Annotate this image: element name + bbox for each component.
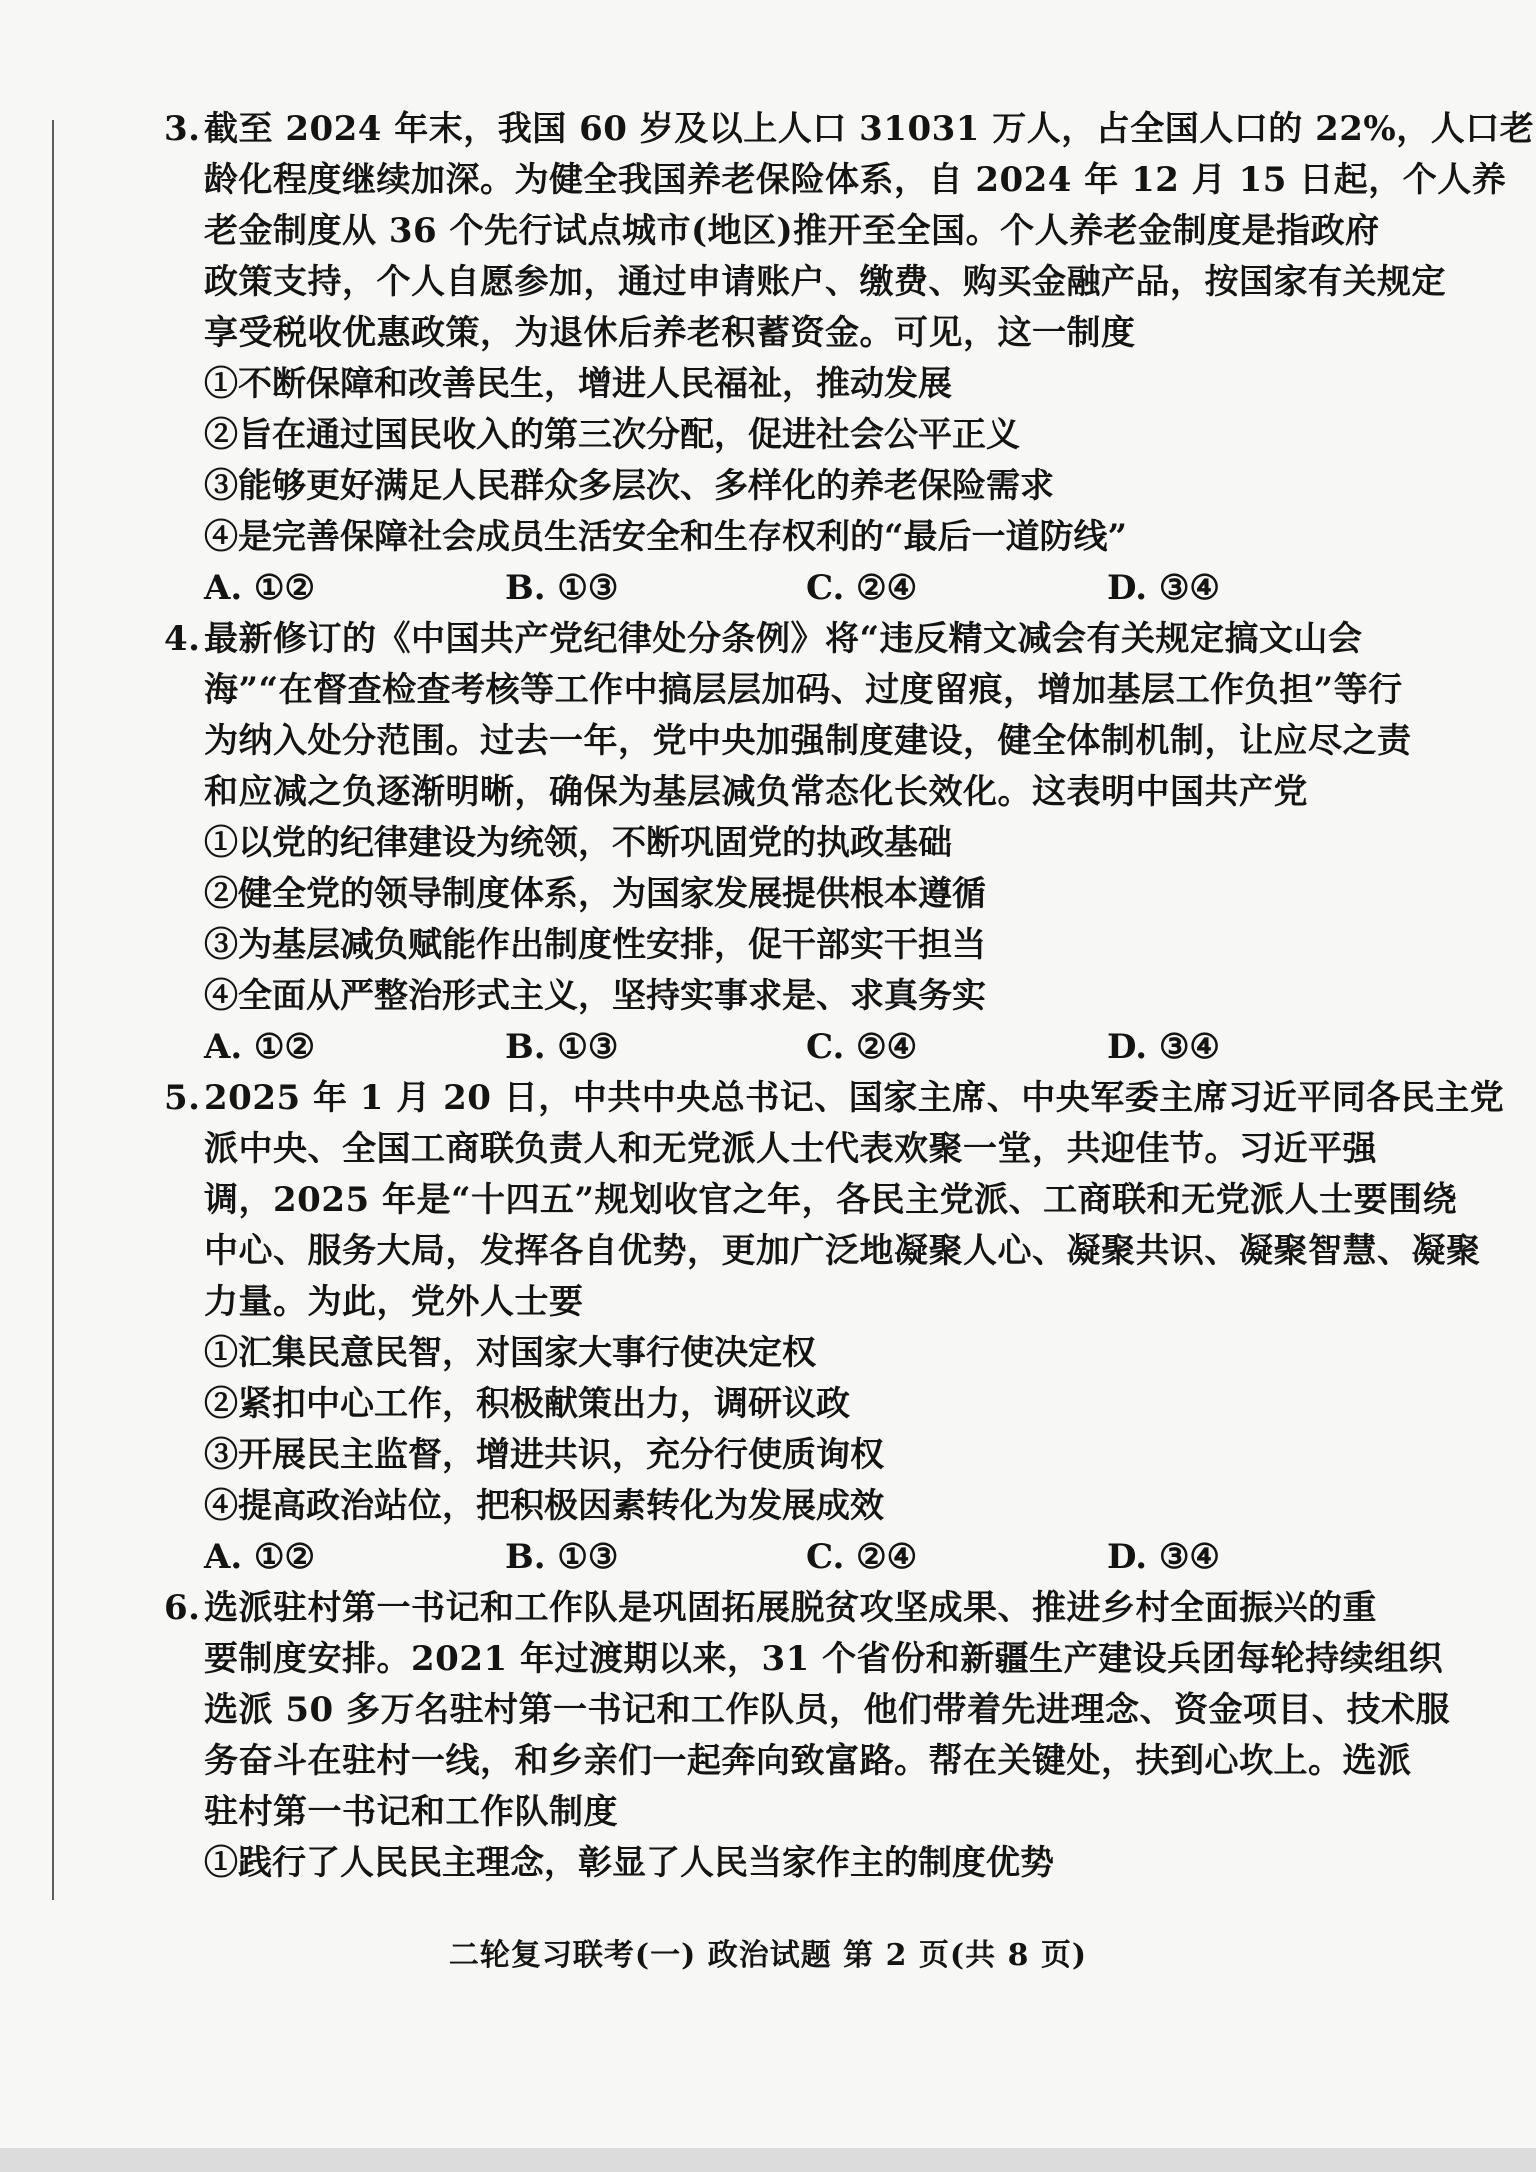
answer-choice: C. ②④: [806, 1027, 918, 1067]
statement-option: ①汇集民意民智，对国家大事行使决定权: [204, 1333, 816, 1373]
answer-choice: A. ①②: [204, 1537, 316, 1577]
question-stem-text: 龄化程度继续加深。为健全我国养老保险体系，自 2024 年 12 月 15 日起，个人养: [204, 160, 1507, 200]
answer-choices: [168, 563, 1408, 614]
question-stem-line: [168, 1736, 1412, 1787]
statement-option: ③开展民主监督，增进共识，充分行使质询权: [204, 1435, 884, 1475]
statement-option: ④提高政治站位，把积极因素转化为发展成效: [204, 1486, 884, 1526]
answer-choices: [168, 1022, 1408, 1073]
statement-option: ①践行了人民民主理念，彰显了人民当家作主的制度优势: [204, 1843, 1054, 1883]
question-stem-text: 务奋斗在驻村一线，和乡亲们一起奔向致富路。帮在关键处，扶到心坎上。选派: [204, 1741, 1412, 1781]
question-stem-text: 享受税收优惠政策，为退休后养老积蓄资金。可见，这一制度: [204, 313, 1136, 353]
answer-choice: A. ①②: [204, 568, 316, 608]
question-stem-line: [168, 308, 1408, 359]
statement-option: ④是完善保障社会成员生活安全和生存权利的“最后一道防线”: [204, 517, 1128, 557]
question-stem-text: 中心、服务大局，发挥各自优势，更加广泛地凝聚人心、凝聚共识、凝聚智慧、凝聚: [204, 1231, 1481, 1271]
question-stem-text: 老金制度从 36 个先行试点城市(地区)推开至全国。个人养老金制度是指政府: [204, 211, 1380, 251]
question-6: [164, 1583, 1450, 1889]
question-stem-line: [168, 1787, 1408, 1838]
answer-choices: [168, 1532, 1408, 1583]
question-stem-text: 海”“在督查检查考核等工作中搞层层加码、过度留痕，增加基层工作负担”等行: [204, 670, 1403, 710]
question-stem-text: 选派驻村第一书记和工作队是巩固拓展脱贫攻坚成果、推进乡村全面振兴的重: [204, 1588, 1377, 1628]
question-4: [164, 614, 1412, 1073]
answer-choice: B. ①③: [505, 568, 619, 608]
answer-choice: B. ①③: [505, 1537, 619, 1577]
statement-option: ③为基层减负赋能作出制度性安排，促干部实干担当: [204, 925, 986, 965]
question-stem-first-line: [164, 1073, 1505, 1124]
statement-option: ②紧扣中心工作，积极献策出力，调研议政: [204, 1384, 850, 1424]
question-stem-first-line: [164, 1583, 1408, 1634]
question-number: 3.: [164, 109, 201, 149]
page-footer: 二轮复习联考(一) 政治试题 第 2 页(共 8 页): [448, 1938, 1088, 1973]
question-stem-text: 最新修订的《中国共产党纪律处分条例》将“违反精文减会有关规定搞文山会: [204, 619, 1363, 659]
question-stem-text: 为纳入处分范围。过去一年，党中央加强制度建设，健全体制机制，让应尽之责: [204, 721, 1412, 761]
question-stem-text: 派中央、全国工商联负责人和无党派人士代表欢聚一堂，共迎佳节。习近平强: [204, 1129, 1377, 1169]
question-stem-line: [168, 1124, 1408, 1175]
question-stem-text: 力量。为此，党外人士要: [204, 1282, 584, 1322]
statement-option: ①不断保障和改善民生，增进人民福祉，推动发展: [204, 364, 952, 404]
question-stem-line: [168, 1277, 1408, 1328]
question-stem-first-line: [164, 104, 1535, 155]
question-stem-text: 和应减之负逐渐明晰，确保为基层减负常态化长效化。这表明中国共产党: [204, 772, 1308, 812]
statement-option: ③能够更好满足人民群众多层次、多样化的养老保险需求: [204, 466, 1054, 506]
statement-option: ④全面从严整治形式主义，坚持实事求是、求真务实: [204, 976, 986, 1016]
question-number: 5.: [164, 1078, 201, 1118]
scan-edge: [0, 2148, 1536, 2172]
question-stem-line: [168, 665, 1408, 716]
question-stem-line: [168, 1226, 1481, 1277]
question-number: 4.: [164, 619, 201, 659]
margin-rule: [52, 120, 54, 1900]
answer-choice: C. ②④: [806, 568, 918, 608]
question-stem-text: 政策支持，个人自愿参加，通过申请账户、缴费、购买金融产品，按国家有关规定: [204, 262, 1446, 302]
question-stem-line: [168, 1175, 1458, 1226]
answer-choice: D. ③④: [1107, 568, 1220, 608]
question-stem-text: 调，2025 年是“十四五”规划收官之年，各民主党派、工商联和无党派人士要围绕: [204, 1180, 1458, 1220]
question-stem-line: [168, 257, 1446, 308]
statement-option: ①以党的纪律建设为统领，不断巩固党的执政基础: [204, 823, 952, 863]
statement-option: ②旨在通过国民收入的第三次分配，促进社会公平正义: [204, 415, 1020, 455]
questions-container: [164, 104, 1535, 1889]
question-stem-text: 选派 50 多万名驻村第一书记和工作队员，他们带着先进理念、资金项目、技术服: [204, 1690, 1450, 1730]
answer-choice: C. ②④: [806, 1537, 918, 1577]
answer-choice: D. ③④: [1107, 1027, 1220, 1067]
question-5: [164, 1073, 1505, 1583]
question-stem-line: [168, 716, 1412, 767]
answer-choice: D. ③④: [1107, 1537, 1220, 1577]
answer-choice: B. ①③: [505, 1027, 619, 1067]
question-stem-line: [168, 1634, 1444, 1685]
question-stem-text: 2025 年 1 月 20 日，中共中央总书记、国家主席、中央军委主席习近平同各民主党: [204, 1078, 1505, 1118]
question-stem-first-line: [164, 614, 1408, 665]
question-stem-text: 驻村第一书记和工作队制度: [204, 1792, 618, 1832]
question-number: 6.: [164, 1588, 201, 1628]
question-stem-line: [168, 767, 1408, 818]
question-stem-line: [168, 206, 1408, 257]
question-stem-line: [168, 155, 1507, 206]
answer-choice: A. ①②: [204, 1027, 316, 1067]
question-3: [164, 104, 1535, 614]
question-stem-text: 要制度安排。2021 年过渡期以来，31 个省份和新疆生产建设兵团每轮持续组织: [204, 1639, 1444, 1679]
question-stem-line: [168, 1685, 1450, 1736]
question-stem-text: 截至 2024 年末，我国 60 岁及以上人口 31031 万人，占全国人口的 22%，人口老: [204, 109, 1535, 149]
statement-option: ②健全党的领导制度体系，为国家发展提供根本遵循: [204, 874, 986, 914]
